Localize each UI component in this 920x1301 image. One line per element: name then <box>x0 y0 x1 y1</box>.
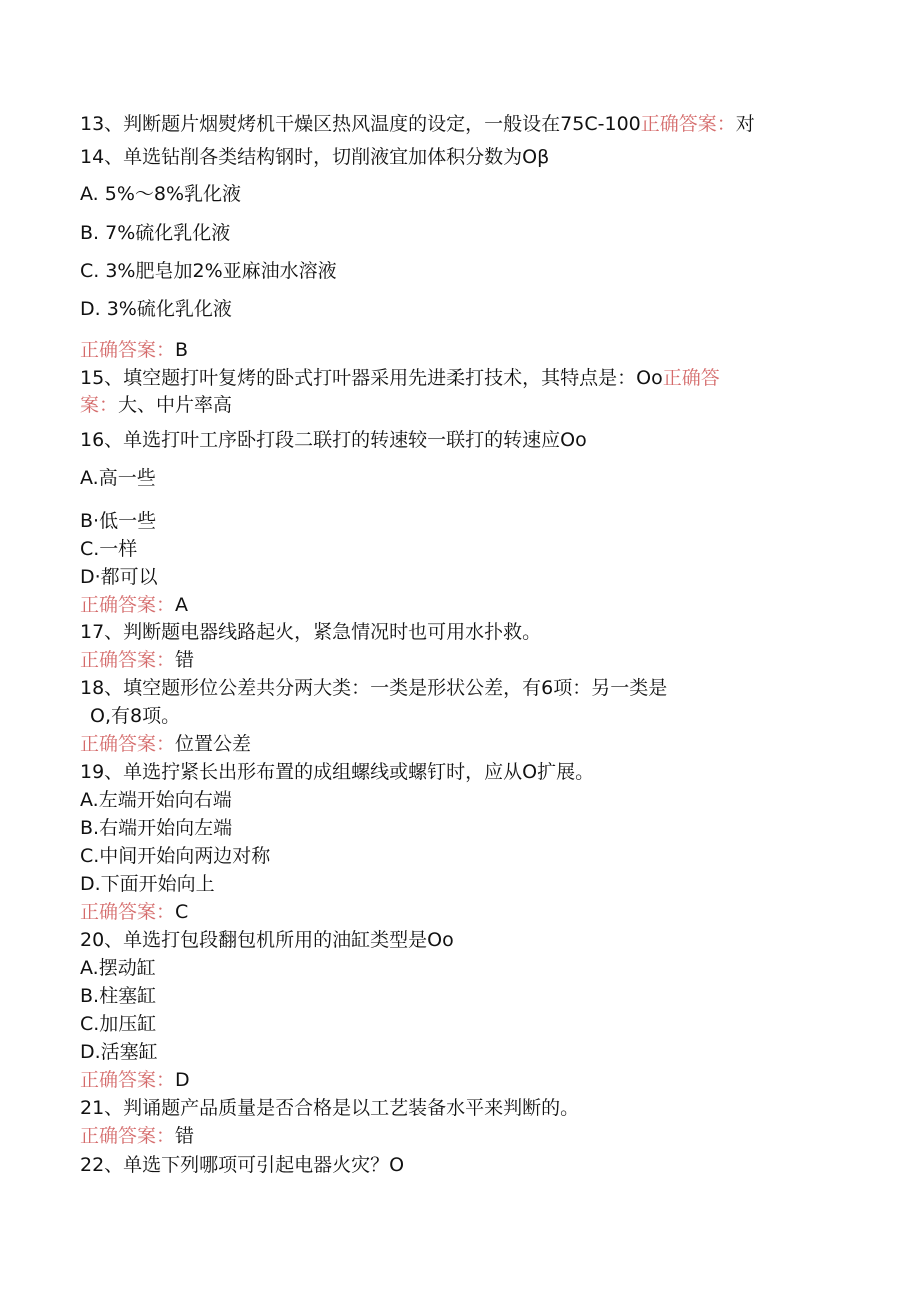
question-18-text-continued: O,有8项。 <box>90 705 181 727</box>
question-14-answer: B <box>175 339 189 361</box>
question-14-option-c: C. 3%肥皂加2%亚麻油水溶液 <box>80 260 337 282</box>
answer-label: 正确答案： <box>80 594 176 616</box>
answer-label: 正确答案： <box>640 113 736 135</box>
question-20-answer: D <box>175 1069 190 1091</box>
question-19-option-a: A.左端开始向右端 <box>80 789 232 811</box>
question-19-option-c: C.中间开始向两边对称 <box>80 845 271 867</box>
question-18-answer: 位置公差 <box>175 733 252 755</box>
question-21-answer-line <box>80 1124 194 1148</box>
answer-label: 正确答案： <box>80 1125 176 1147</box>
question-18-text: 18、填空题形位公差共分两大类：一类是形状公差，有6项：另一类是 <box>80 677 668 699</box>
question-20-option-b: B.柱塞缸 <box>80 985 157 1007</box>
question-13-answer: 对 <box>735 113 755 135</box>
question-20-option-c: C.加压缸 <box>80 1013 157 1035</box>
question-20-option-a: A.摆动缸 <box>80 957 156 979</box>
question-14-option-a: A. 5%～8%乳化液 <box>80 183 242 205</box>
answer-label-part: 案： <box>80 394 119 416</box>
question-15-answer: 大、中片率高 <box>118 394 233 416</box>
question-16-option-b: B·低一些 <box>80 510 157 532</box>
question-13-text: 13、判断题片烟熨烤机干燥区热风温度的设定，一般设在75C-100 <box>80 113 641 135</box>
question-15 <box>80 366 720 390</box>
question-18-answer-line <box>80 732 251 756</box>
question-17-answer: 错 <box>175 649 195 671</box>
question-16-answer-line <box>80 593 188 617</box>
question-19-answer: C <box>175 901 189 923</box>
question-16-text: 16、单选打叶工序卧打段二联打的转速较一联打的转速应Oo <box>80 429 587 451</box>
answer-label: 正确答案： <box>80 901 176 923</box>
answer-label-part: 正确答 <box>662 367 720 389</box>
question-19-answer-line <box>80 900 188 924</box>
question-21-text: 21、判诵题产品质量是否合格是以工艺装备水平来判断的。 <box>80 1097 580 1119</box>
question-19-text: 19、单选拧紧长出形布置的成组螺线或螺钉时，应从O扩展。 <box>80 761 595 783</box>
question-14-option-d: D. 3%硫化乳化液 <box>80 298 232 320</box>
question-14-answer-line <box>80 338 188 362</box>
answer-label: 正确答案： <box>80 339 176 361</box>
question-17-answer-line <box>80 648 194 672</box>
question-16-option-d: D·都可以 <box>80 566 158 588</box>
question-14-text: 14、单选钻削各类结构钢时，切削液宜加体积分数为Oβ <box>80 146 550 168</box>
answer-label: 正确答案： <box>80 733 176 755</box>
question-15-text: 15、填空题打叶复烤的卧式打叶器采用先进柔打技术，其特点是：Oo <box>80 367 663 389</box>
question-14-option-b: B. 7%硫化乳化液 <box>80 222 231 244</box>
question-16-option-a: A.高一些 <box>80 467 156 489</box>
answer-label: 正确答案： <box>80 1069 176 1091</box>
question-15-answer-line <box>80 393 232 417</box>
question-17-text: 17、判断题电器线路起火，紧急情况时也可用水扑救。 <box>80 621 542 643</box>
question-20-answer-line <box>80 1068 190 1092</box>
question-19-option-d: D.下面开始向上 <box>80 873 215 895</box>
answer-label: 正确答案： <box>80 649 176 671</box>
question-19-option-b: B.右端开始向左端 <box>80 817 233 839</box>
question-20-text: 20、单选打包段翻包机所用的油缸类型是Oo <box>80 929 454 951</box>
question-22-text: 22、单选下列哪项可引起电器火灾？O <box>80 1154 405 1176</box>
question-20-option-d: D.活塞缸 <box>80 1041 158 1063</box>
question-16-answer: A <box>175 594 189 616</box>
question-21-answer: 错 <box>175 1125 195 1147</box>
question-13 <box>80 112 755 136</box>
question-16-option-c: C.一样 <box>80 538 138 560</box>
